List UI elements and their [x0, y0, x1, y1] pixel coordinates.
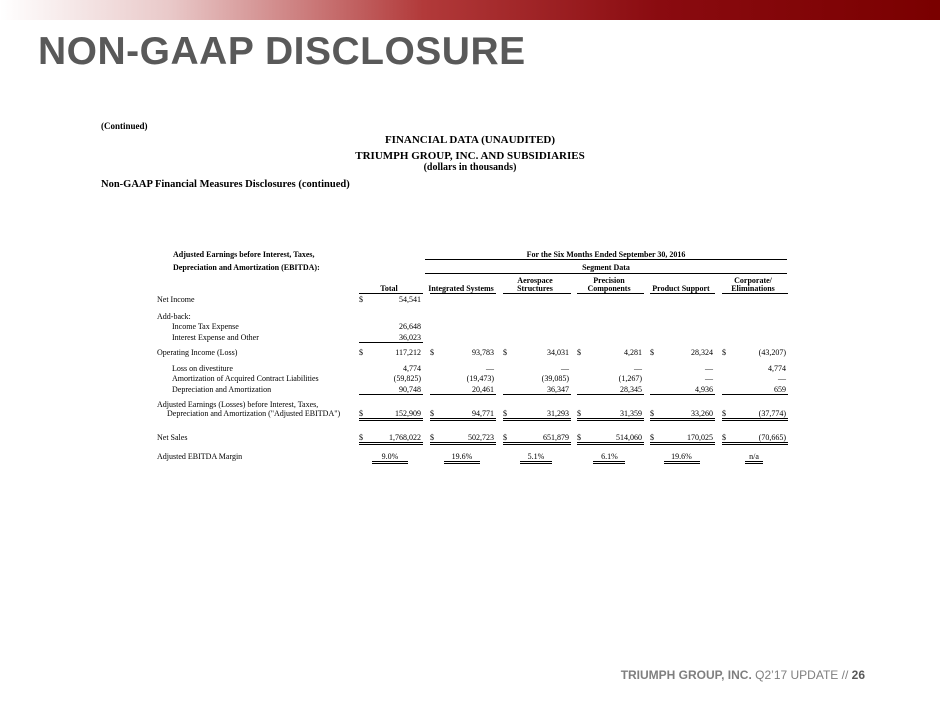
rule-total-head — [359, 293, 423, 294]
row-label-income-tax: Income Tax Expense — [172, 322, 239, 331]
row-label-amortization-contract: Amortization of Acquired Contract Liabilities — [172, 374, 319, 383]
row-label-add-back: Add-back: — [157, 312, 191, 321]
double-rule-margin-support — [664, 461, 700, 464]
currency-sign: $ — [650, 348, 654, 357]
period-header: For the Six Months Ended September 30, 2016 — [526, 250, 686, 259]
col-components: Components — [587, 284, 631, 293]
col-structures: Structures — [517, 284, 553, 293]
cell-ebitda-total: 152,909 — [395, 409, 421, 418]
rule-aero-head — [503, 293, 571, 294]
cell-dep-corp: 659 — [774, 385, 786, 394]
row-label-loss-divestiture: Loss on divestiture — [172, 364, 233, 373]
cell-sales-corp: (70,665) — [758, 433, 786, 442]
double-rule-sales-total — [359, 442, 423, 445]
cell-amort-support: — — [705, 374, 713, 383]
currency-sign: $ — [577, 409, 581, 418]
table-label-line2: Depreciation and Amortization (EBITDA): — [173, 263, 320, 272]
double-rule-margin-prec — [593, 461, 625, 464]
double-rule-ebitda-total — [359, 418, 423, 421]
col-total: Total — [380, 284, 398, 293]
cell-operating-corp: (43,207) — [758, 348, 786, 357]
cell-amort-corp: — — [778, 374, 786, 383]
cell-operating-total: 117,212 — [395, 348, 421, 357]
double-rule-margin-aero — [520, 461, 552, 464]
top-gradient-bar — [0, 0, 940, 20]
row-label-adjusted-ebitda-1: Adjusted Earnings (Losses) before Interest, Taxes, — [157, 400, 319, 409]
page-title: NON-GAAP DISCLOSURE — [38, 30, 526, 73]
row-label-net-sales: Net Sales — [157, 433, 188, 442]
cell-sales-prec: 514,060 — [616, 433, 642, 442]
col-product-support: Product Support — [652, 284, 710, 293]
cell-ebitda-corp: (37,774) — [758, 409, 786, 418]
double-rule-ebitda-corp — [722, 418, 788, 421]
rule-support-head — [650, 293, 715, 294]
rule-prec-head — [577, 293, 644, 294]
double-rule-sales-corp — [722, 442, 788, 445]
table-label-line1: Adjusted Earnings before Interest, Taxes, — [173, 250, 315, 259]
footer-page-number: 26 — [851, 668, 865, 682]
currency-sign: $ — [359, 409, 363, 418]
col-precision: Precision — [593, 276, 625, 285]
footer-update: Q2’17 UPDATE // — [755, 668, 849, 682]
cell-sales-support: 170,025 — [687, 433, 713, 442]
cell-operating-prec: 4,281 — [624, 348, 642, 357]
cell-operating-integrated: 93,783 — [472, 348, 494, 357]
currency-sign: $ — [503, 409, 507, 418]
cell-amort-aero: (39,085) — [541, 374, 569, 383]
cell-dep-integrated: 20,461 — [472, 385, 494, 394]
cell-sales-total: 1,768,022 — [389, 433, 421, 442]
cell-ebitda-support: 33,260 — [691, 409, 713, 418]
col-eliminations: Eliminations — [731, 284, 775, 293]
double-rule-sales-prec — [577, 442, 644, 445]
cell-divest-corp: 4,774 — [768, 364, 786, 373]
cell-dep-aero: 36,347 — [547, 385, 569, 394]
col-corporate: Corporate/ — [734, 276, 772, 285]
currency-sign: $ — [722, 433, 726, 442]
cell-divest-aero: — — [561, 364, 569, 373]
continued-label: (Continued) — [101, 121, 148, 131]
cell-dep-total: 90,748 — [399, 385, 421, 394]
currency-sign: $ — [722, 348, 726, 357]
double-rule-sales-aero — [503, 442, 571, 445]
heading-units: (dollars in thousands) — [423, 162, 517, 173]
cell-amort-total: (59,825) — [393, 374, 421, 383]
currency-sign: $ — [577, 348, 581, 357]
cell-operating-support: 28,324 — [691, 348, 713, 357]
currency-sign: $ — [722, 409, 726, 418]
double-rule-margin-corp — [745, 461, 763, 464]
col-aerospace: Aerospace — [517, 276, 553, 285]
cell-margin-support: 19.6% — [671, 452, 692, 461]
rule-dep-aero — [503, 394, 571, 395]
double-rule-ebitda-aero — [503, 418, 571, 421]
cell-sales-integrated: 502,723 — [468, 433, 494, 442]
currency-sign: $ — [503, 433, 507, 442]
double-rule-sales-integrated — [430, 442, 496, 445]
segment-rule — [425, 273, 787, 274]
cell-divest-integrated: — — [486, 364, 494, 373]
row-label-operating-income: Operating Income (Loss) — [157, 348, 238, 357]
cell-amort-integrated: (19,473) — [466, 374, 494, 383]
row-label-depreciation: Depreciation and Amortization — [172, 385, 272, 394]
double-rule-margin-total — [372, 461, 408, 464]
cell-ebitda-prec: 31,359 — [620, 409, 642, 418]
rule-total-subtotal — [359, 342, 423, 343]
cell-dep-support: 4,936 — [695, 385, 713, 394]
row-label-interest: Interest Expense and Other — [172, 333, 259, 342]
period-rule — [425, 259, 787, 260]
double-rule-ebitda-integrated — [430, 418, 496, 421]
cell-divest-prec: — — [634, 364, 642, 373]
cell-dep-prec: 28,345 — [620, 385, 642, 394]
currency-sign: $ — [650, 409, 654, 418]
cell-margin-total: 9.0% — [381, 452, 399, 461]
cell-ebitda-aero: 31,293 — [547, 409, 569, 418]
rule-dep-total — [359, 394, 423, 395]
cell-margin-aero: 5.1% — [527, 452, 545, 461]
cell-interest-total: 36,023 — [399, 333, 421, 342]
rule-integrated-head — [430, 293, 496, 294]
currency-sign: $ — [577, 433, 581, 442]
currency-sign: $ — [359, 433, 363, 442]
section-subheading: Non-GAAP Financial Measures Disclosures (continued) — [101, 179, 350, 190]
rule-dep-corp — [722, 394, 788, 395]
double-rule-sales-support — [650, 442, 715, 445]
currency-sign: $ — [359, 348, 363, 357]
cell-income-tax-total: 26,648 — [399, 322, 421, 331]
rule-dep-prec — [577, 394, 644, 395]
cell-amort-prec: (1,267) — [618, 374, 642, 383]
cell-margin-integrated: 19.6% — [451, 452, 473, 461]
double-rule-ebitda-support — [650, 418, 715, 421]
row-label-net-income: Net Income — [157, 295, 195, 304]
currency-sign: $ — [430, 433, 434, 442]
cell-margin-prec: 6.1% — [601, 452, 618, 461]
segment-header: Segment Data — [582, 263, 630, 272]
currency-sign: $ — [430, 348, 434, 357]
currency-sign: $ — [359, 295, 363, 304]
cell-operating-aero: 34,031 — [547, 348, 569, 357]
col-integrated-systems: Integrated Systems — [428, 284, 494, 293]
heading-company: TRIUMPH GROUP, INC. AND SUBSIDIARIES — [355, 150, 585, 162]
cell-divest-total: 4,774 — [403, 364, 421, 373]
currency-sign: $ — [650, 433, 654, 442]
row-label-adjusted-ebitda-2: Depreciation and Amortization ("Adjusted EBITDA") — [167, 409, 341, 418]
footer-company: TRIUMPH GROUP, INC. — [620, 668, 752, 682]
cell-sales-aero: 651,879 — [543, 433, 569, 442]
double-rule-ebitda-prec — [577, 418, 644, 421]
double-rule-margin-integrated — [444, 461, 480, 464]
cell-ebitda-integrated: 94,771 — [472, 409, 494, 418]
cell-net-income-total: 54,541 — [399, 295, 421, 304]
currency-sign: $ — [430, 409, 434, 418]
rule-dep-support — [650, 394, 715, 395]
currency-sign: $ — [503, 348, 507, 357]
rule-corp-head — [722, 293, 788, 294]
rule-dep-integrated — [430, 394, 496, 395]
footer — [621, 668, 865, 682]
heading-financial-data: FINANCIAL DATA (UNAUDITED) — [384, 134, 556, 146]
cell-margin-corp: n/a — [749, 452, 759, 461]
cell-divest-support: — — [705, 364, 713, 373]
row-label-ebitda-margin: Adjusted EBITDA Margin — [157, 452, 243, 461]
